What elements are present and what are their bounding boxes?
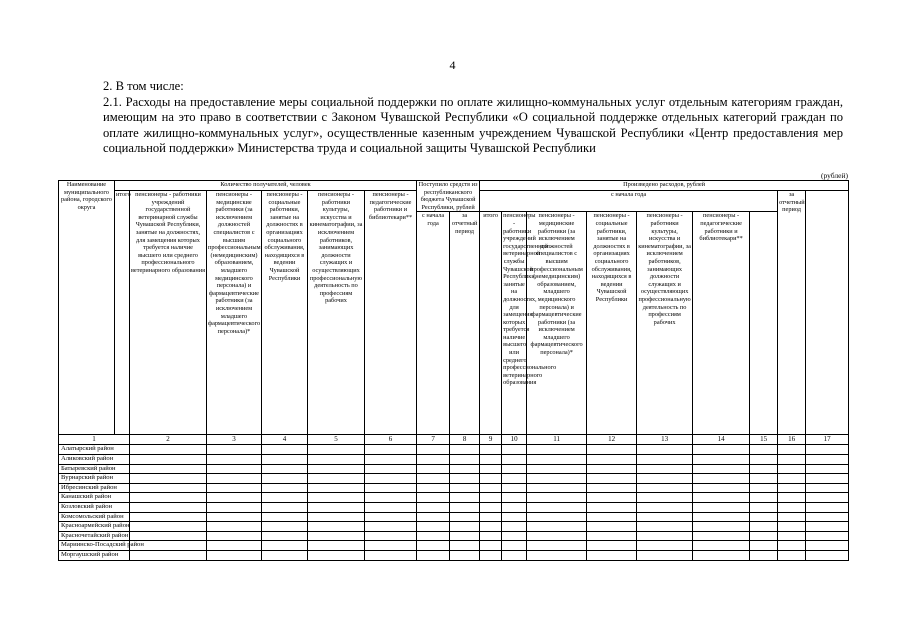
district-name: Красночетайский район bbox=[59, 531, 130, 541]
header-spent-med: пенсионеры - медицинские работники (за исключением должностей специалистов с высшим профессиональным (немедицинским) образованием, младшего медицинского персонала) и фармацевтические работники (за исключением младшего фармацевтического персонала)* bbox=[527, 212, 587, 435]
data-cell bbox=[587, 502, 637, 512]
data-cell bbox=[693, 464, 750, 474]
data-cell bbox=[778, 502, 806, 512]
data-cell bbox=[450, 531, 480, 541]
table-row bbox=[59, 483, 849, 493]
data-cell bbox=[365, 550, 417, 560]
data-cell bbox=[502, 454, 527, 464]
data-cell bbox=[207, 464, 262, 474]
data-cell bbox=[365, 464, 417, 474]
header-spent-cult: пенсионеры - работники культуры, искусства и кинематографии, за исключением работников, занимающих должности служащих и осуществляющих профессиональную деятельность по профессиям рабочих bbox=[637, 212, 693, 435]
data-cell bbox=[637, 522, 693, 532]
data-cell bbox=[587, 464, 637, 474]
data-cell bbox=[262, 454, 308, 464]
data-cell bbox=[417, 483, 450, 493]
column-number: 1 bbox=[59, 435, 130, 445]
column-number: 14 bbox=[693, 435, 750, 445]
data-cell bbox=[527, 550, 587, 560]
data-cell bbox=[750, 454, 778, 464]
data-cell bbox=[502, 531, 527, 541]
data-cell bbox=[417, 550, 450, 560]
data-cell bbox=[750, 502, 778, 512]
header-spent: Произведено расходов, рублей bbox=[480, 181, 849, 191]
data-cell bbox=[637, 541, 693, 551]
data-cell bbox=[637, 454, 693, 464]
data-cell bbox=[806, 531, 849, 541]
data-cell bbox=[778, 512, 806, 522]
district-name: Ибресинский район bbox=[59, 483, 130, 493]
data-cell bbox=[417, 464, 450, 474]
data-cell bbox=[130, 502, 207, 512]
district-rows bbox=[59, 445, 849, 560]
district-name: Мариинско-Посадский район bbox=[59, 541, 130, 551]
table-row bbox=[59, 522, 849, 532]
data-cell bbox=[778, 454, 806, 464]
data-cell bbox=[480, 541, 502, 551]
data-cell bbox=[450, 541, 480, 551]
data-cell bbox=[130, 550, 207, 560]
data-cell bbox=[262, 483, 308, 493]
data-cell bbox=[417, 531, 450, 541]
data-cell bbox=[778, 541, 806, 551]
data-cell bbox=[308, 445, 365, 455]
header-recipients-cult: пенсионеры - работники культуры, искусства и кинематографии, за исключением работников, занимающих должности служащих и осуществляющих профессиональную деятельность по профессиям рабочих bbox=[308, 191, 365, 435]
data-cell bbox=[750, 464, 778, 474]
data-cell bbox=[693, 454, 750, 464]
data-cell bbox=[527, 454, 587, 464]
data-cell bbox=[502, 522, 527, 532]
data-cell bbox=[806, 502, 849, 512]
data-cell bbox=[587, 550, 637, 560]
data-cell bbox=[480, 512, 502, 522]
data-cell bbox=[262, 531, 308, 541]
data-cell bbox=[587, 454, 637, 464]
header-spent-vet: пенсионеры - работники учреждений государственной ветеринарной службы Чувашской Республики, занятые на должностях, для замещения которых требуется наличие высшего или среднего профессионального ветеринарного образования bbox=[502, 212, 527, 435]
header-received-from-start: с начала года bbox=[417, 212, 450, 435]
data-cell bbox=[450, 445, 480, 455]
data-cell bbox=[778, 474, 806, 484]
data-cell bbox=[417, 512, 450, 522]
data-cell bbox=[806, 445, 849, 455]
data-cell bbox=[130, 474, 207, 484]
header-received: Поступило средств из республиканского бюджета Чувашской Республики, рублей bbox=[417, 181, 480, 212]
data-cell bbox=[587, 445, 637, 455]
data-cell bbox=[806, 493, 849, 503]
data-cell bbox=[450, 474, 480, 484]
data-cell bbox=[308, 493, 365, 503]
data-cell bbox=[308, 464, 365, 474]
data-cell bbox=[417, 541, 450, 551]
column-number: 7 bbox=[417, 435, 450, 445]
data-cell bbox=[308, 541, 365, 551]
data-cell bbox=[637, 512, 693, 522]
district-name: Козловский район bbox=[59, 502, 130, 512]
data-cell bbox=[262, 550, 308, 560]
data-cell bbox=[308, 522, 365, 532]
data-cell bbox=[130, 531, 207, 541]
data-cell bbox=[587, 512, 637, 522]
intro-text bbox=[103, 79, 843, 157]
data-cell bbox=[693, 550, 750, 560]
data-cell bbox=[778, 522, 806, 532]
table-row bbox=[59, 531, 849, 541]
data-cell bbox=[417, 502, 450, 512]
data-cell bbox=[480, 454, 502, 464]
district-name: Батыревский район bbox=[59, 464, 130, 474]
district-name: Красноармейский район bbox=[59, 522, 130, 532]
data-cell bbox=[365, 502, 417, 512]
data-cell bbox=[502, 541, 527, 551]
intro-paragraph-text: 2.1. Расходы на предоставление меры социальной поддержки по оплате жилищно-коммунальных услуг отдельным категориям граждан, имеющим на это право в соответствии с Законом Чувашской Республики «О социальной поддержке отдельных категорий граждан по оплате жилищно-коммунальных услуг», осуществленные казенным учреждением Чувашской Республики «Центр предоставления мер социальной поддержки» Министерства труда и социальной защиты Чувашской Республики bbox=[103, 94, 843, 156]
data-cell bbox=[750, 512, 778, 522]
data-cell bbox=[207, 483, 262, 493]
column-number: 9 bbox=[480, 435, 502, 445]
data-cell bbox=[365, 522, 417, 532]
data-cell bbox=[262, 502, 308, 512]
data-cell bbox=[750, 541, 778, 551]
data-cell bbox=[693, 531, 750, 541]
column-number: 16 bbox=[778, 435, 806, 445]
data-cell bbox=[450, 464, 480, 474]
data-cell bbox=[417, 454, 450, 464]
data-cell bbox=[502, 474, 527, 484]
data-cell bbox=[365, 483, 417, 493]
column-numbers-row bbox=[59, 435, 849, 445]
data-cell bbox=[806, 474, 849, 484]
data-cell bbox=[130, 445, 207, 455]
data-cell bbox=[637, 483, 693, 493]
data-cell bbox=[262, 522, 308, 532]
data-cell bbox=[262, 445, 308, 455]
data-cell bbox=[450, 454, 480, 464]
data-cell bbox=[207, 454, 262, 464]
data-cell bbox=[778, 531, 806, 541]
data-cell bbox=[450, 512, 480, 522]
column-number: 15 bbox=[750, 435, 778, 445]
data-cell bbox=[806, 550, 849, 560]
data-cell bbox=[527, 512, 587, 522]
data-cell bbox=[480, 474, 502, 484]
header-spent-ped: пенсионеры - педагогические работники и библиотекари** bbox=[693, 212, 750, 435]
data-cell bbox=[417, 474, 450, 484]
intro-heading: 2. В том числе: bbox=[103, 79, 184, 93]
column-number: 6 bbox=[365, 435, 417, 445]
data-cell bbox=[480, 445, 502, 455]
data-cell bbox=[365, 474, 417, 484]
header-recipients-soc: пенсионеры - социальные работники, занятые на должностях в организациях социального обслуживания, находящихся в ведении Чувашской Республики bbox=[262, 191, 308, 435]
data-cell bbox=[308, 474, 365, 484]
data-cell bbox=[587, 531, 637, 541]
data-cell bbox=[637, 550, 693, 560]
header-recipients-med: пенсионеры - медицинские работники (за исключением должностей специалистов с высшим профессиональным (немедицинским) образованием, младшего медицинского персонала) и фармацевтические работники (за исключением младшего фармацевтического персонала)* bbox=[207, 191, 262, 435]
data-cell bbox=[750, 522, 778, 532]
header-spent-since-year: с начала года bbox=[480, 191, 778, 212]
data-cell bbox=[207, 550, 262, 560]
data-cell bbox=[365, 512, 417, 522]
column-number: 11 bbox=[527, 435, 587, 445]
data-cell bbox=[806, 522, 849, 532]
table-row bbox=[59, 550, 849, 560]
header-spent-total: итого bbox=[480, 212, 502, 435]
data-cell bbox=[480, 522, 502, 532]
column-number: 13 bbox=[637, 435, 693, 445]
data-cell bbox=[750, 483, 778, 493]
data-cell bbox=[207, 512, 262, 522]
data-cell bbox=[207, 493, 262, 503]
data-cell bbox=[587, 493, 637, 503]
data-cell bbox=[480, 464, 502, 474]
data-cell bbox=[130, 483, 207, 493]
data-cell bbox=[587, 541, 637, 551]
data-cell bbox=[450, 550, 480, 560]
header-spent-soc: пенсионеры - социальные работники, занятые на должностях в организациях социального обслуживания, находящихся в ведении Чувашской Республики bbox=[587, 212, 637, 435]
data-cell bbox=[502, 502, 527, 512]
report-table bbox=[58, 180, 849, 561]
header-spent-extra bbox=[750, 212, 778, 435]
data-cell bbox=[480, 550, 502, 560]
table-row bbox=[59, 474, 849, 484]
district-name: Канашский район bbox=[59, 493, 130, 503]
data-cell bbox=[308, 483, 365, 493]
data-cell bbox=[502, 493, 527, 503]
data-cell bbox=[587, 522, 637, 532]
data-cell bbox=[750, 550, 778, 560]
table-row bbox=[59, 454, 849, 464]
column-number: 17 bbox=[806, 435, 849, 445]
data-cell bbox=[637, 502, 693, 512]
table-row bbox=[59, 493, 849, 503]
table-row bbox=[59, 464, 849, 474]
data-cell bbox=[450, 522, 480, 532]
data-cell bbox=[480, 493, 502, 503]
data-cell bbox=[527, 445, 587, 455]
data-cell bbox=[262, 512, 308, 522]
data-cell bbox=[750, 445, 778, 455]
data-cell bbox=[693, 445, 750, 455]
data-cell bbox=[693, 483, 750, 493]
district-name: Аликовский район bbox=[59, 454, 130, 464]
column-number: 5 bbox=[308, 435, 365, 445]
header-spent-period: за отчетный период bbox=[778, 191, 806, 435]
data-cell bbox=[365, 454, 417, 464]
data-cell bbox=[637, 493, 693, 503]
data-cell bbox=[450, 493, 480, 503]
data-cell bbox=[365, 493, 417, 503]
data-cell bbox=[207, 445, 262, 455]
district-name: Комсомольский район bbox=[59, 512, 130, 522]
data-cell bbox=[806, 454, 849, 464]
header-recipients-total: итого bbox=[115, 191, 130, 435]
data-cell bbox=[527, 502, 587, 512]
data-cell bbox=[130, 522, 207, 532]
data-cell bbox=[778, 483, 806, 493]
data-cell bbox=[365, 541, 417, 551]
data-cell bbox=[750, 531, 778, 541]
data-cell bbox=[806, 483, 849, 493]
column-number: 3 bbox=[207, 435, 262, 445]
header-recipients-ped: пенсионеры - педагогические работники и библиотекари** bbox=[365, 191, 417, 435]
table-row bbox=[59, 541, 849, 551]
unit-note: (рублей) bbox=[820, 171, 848, 180]
data-cell bbox=[502, 483, 527, 493]
data-cell bbox=[637, 474, 693, 484]
data-cell bbox=[527, 531, 587, 541]
data-cell bbox=[262, 493, 308, 503]
data-cell bbox=[693, 493, 750, 503]
data-cell bbox=[806, 512, 849, 522]
data-cell bbox=[587, 483, 637, 493]
data-cell bbox=[130, 512, 207, 522]
data-cell bbox=[480, 483, 502, 493]
data-cell bbox=[365, 445, 417, 455]
data-cell bbox=[587, 474, 637, 484]
data-cell bbox=[637, 531, 693, 541]
data-cell bbox=[527, 493, 587, 503]
data-cell bbox=[637, 464, 693, 474]
header-recipients-vet: пенсионеры - работники учреждений государственной ветеринарной службы Чувашской Республики, занятые на должностях, для замещения которых требуется наличие высшего или среднего профессионального ветеринарного образования bbox=[130, 191, 207, 435]
data-cell bbox=[693, 502, 750, 512]
data-cell bbox=[262, 464, 308, 474]
data-cell bbox=[527, 464, 587, 474]
data-cell bbox=[778, 550, 806, 560]
district-name: Вурнарский район bbox=[59, 474, 130, 484]
data-cell bbox=[693, 522, 750, 532]
data-cell bbox=[207, 474, 262, 484]
data-cell bbox=[502, 550, 527, 560]
column-number: 10 bbox=[502, 435, 527, 445]
data-cell bbox=[502, 512, 527, 522]
data-cell bbox=[308, 531, 365, 541]
data-cell bbox=[637, 445, 693, 455]
data-cell bbox=[365, 531, 417, 541]
data-cell bbox=[693, 541, 750, 551]
data-cell bbox=[262, 474, 308, 484]
table-row bbox=[59, 502, 849, 512]
data-cell bbox=[417, 522, 450, 532]
data-cell bbox=[502, 445, 527, 455]
data-cell bbox=[750, 474, 778, 484]
data-cell bbox=[207, 522, 262, 532]
data-cell bbox=[417, 493, 450, 503]
district-name: Моргаушский район bbox=[59, 550, 130, 560]
header-received-period: за отчетный период bbox=[450, 212, 480, 435]
data-cell bbox=[130, 493, 207, 503]
data-cell bbox=[207, 531, 262, 541]
data-cell bbox=[693, 512, 750, 522]
district-name: Алатырский район bbox=[59, 445, 130, 455]
data-cell bbox=[308, 502, 365, 512]
column-number: 8 bbox=[450, 435, 480, 445]
data-cell bbox=[527, 483, 587, 493]
data-cell bbox=[417, 445, 450, 455]
data-cell bbox=[806, 464, 849, 474]
data-cell bbox=[262, 541, 308, 551]
data-cell bbox=[450, 483, 480, 493]
data-cell bbox=[480, 531, 502, 541]
header-recipients: Количество получателей, человек bbox=[115, 181, 417, 191]
data-cell bbox=[778, 464, 806, 474]
data-cell bbox=[130, 454, 207, 464]
data-cell bbox=[450, 502, 480, 512]
data-cell bbox=[527, 541, 587, 551]
data-cell bbox=[527, 474, 587, 484]
header-name: Наименование муниципального района, городского округа bbox=[59, 181, 115, 435]
data-cell bbox=[308, 550, 365, 560]
data-cell bbox=[207, 541, 262, 551]
data-cell bbox=[750, 493, 778, 503]
data-cell bbox=[502, 464, 527, 474]
data-cell bbox=[308, 512, 365, 522]
table-row bbox=[59, 512, 849, 522]
data-cell bbox=[480, 502, 502, 512]
intro-paragraph bbox=[103, 95, 843, 157]
column-number: 12 bbox=[587, 435, 637, 445]
data-cell bbox=[308, 454, 365, 464]
data-cell bbox=[806, 541, 849, 551]
column-number: 4 bbox=[262, 435, 308, 445]
table-row bbox=[59, 445, 849, 455]
data-cell bbox=[778, 445, 806, 455]
data-cell bbox=[527, 522, 587, 532]
column-number: 2 bbox=[130, 435, 207, 445]
data-cell bbox=[778, 493, 806, 503]
data-cell bbox=[130, 464, 207, 474]
page-number: 4 bbox=[449, 58, 456, 72]
data-cell bbox=[693, 474, 750, 484]
data-cell bbox=[207, 502, 262, 512]
